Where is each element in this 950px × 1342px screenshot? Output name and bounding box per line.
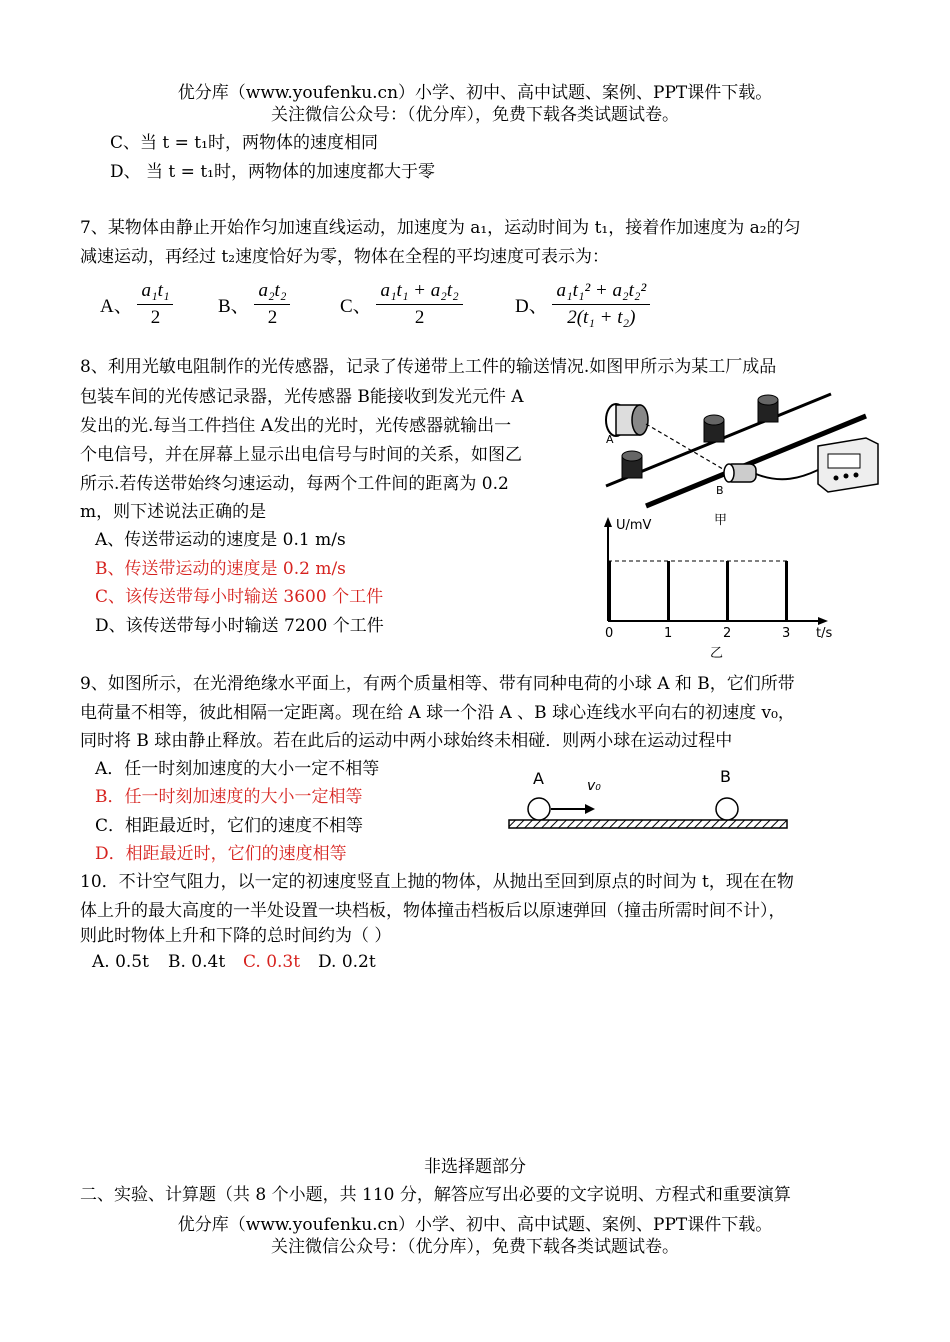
ball-a [528,798,550,820]
header-line-2: 关注微信公众号：（优分库），免费下载各类试题试卷。 [271,105,679,125]
q8-option-c: C、该传送带每小时输送 3600 个工件 [95,587,384,607]
q10-option-a: A. 0.5t [92,952,149,972]
fig-yi-tick-1: 1 [664,626,673,641]
q7-option-d-numerator: a₁t₁² + a₂t₂² [552,280,650,305]
q8-line-3: 发出的光.每当工件挡住 A发出的光时，光传感器就输出一 [80,416,512,436]
q7-line-1: 7、某物体由静止开始作匀加速直线运动，加速度为 a₁，运动时间为 t₁，接着作加速度为 a₂的匀 [80,218,801,238]
pulse-3 [785,561,788,621]
q8-line-5: 所示.若传送带始终匀速运动，每两个工件间的距离为 0.2 [80,474,509,494]
workpiece-2 [758,395,778,422]
q10-line-2: 体上升的最大高度的一半处设置一块档板，物体撞击档板后以原速弹回（撞击所需时间不计）， [80,901,786,921]
q7-option-a-label: A、 [100,296,133,317]
ball-b [716,798,738,820]
footer-line-2: 关注微信公众号：（优分库），免费下载各类试题试卷。 [271,1237,679,1257]
pulse-0 [608,561,611,621]
workpiece-1 [704,415,724,442]
q8-line-6: m，则下述说法正确的是 [80,502,267,522]
fig-yi-tick-3: 3 [782,626,791,641]
q8-option-d: D、该传送带每小时输送 7200 个工件 [95,616,384,636]
q7-option-a-fraction [137,280,173,329]
fig-yi-y-label: U/mV [616,518,652,533]
ground-surface [509,820,787,828]
q8-line-1: 8、利用光敏电阻制作的光传感器，记录了传递带上工件的输送情况.如图甲所示为某工厂成品 [80,357,777,377]
q7-option-a-numerator: a₁t₁ [137,280,173,305]
section2-title: 非选择题部分 [424,1157,526,1177]
fig-yi-x-label: t/s [816,626,833,641]
q7-option-b-label: B、 [218,296,250,317]
q7-option-c-denominator: 2 [414,307,425,328]
q9-option-a: A．任一时刻加速度的大小一定不相等 [95,759,380,779]
prev-option-c: C、当 t = t₁时，两物体的速度相同 [110,133,378,153]
q9-figure [505,762,795,836]
fig-yi-caption: 乙 [710,646,724,661]
header-line-1: 优分库（www.youfenku.cn）小学、初中、高中试题、案例、PPT课件下载。 [177,83,773,103]
q7-option-c-label: C、 [340,296,372,317]
q10-option-d: D. 0.2t [318,952,376,972]
q7-option-b-numerator: a₂t₂ [254,280,290,305]
q7-line-2: 减速运动，再经过 t₂速度恰好为零，物体在全程的平均速度可表示为： [80,247,610,267]
sensor-cable [756,470,818,479]
q7-option-a-denominator: 2 [150,307,161,328]
velocity-arrow-head [585,804,595,814]
q7-option-d-fraction [552,280,650,329]
q9-line-2: 电荷量不相等，彼此相隔一定距离。现在给 A 球一个沿 A 、B 球心连线水平向右的初速度 v₀， [80,703,795,723]
pulse-1 [667,561,670,621]
display-recorder [818,438,878,492]
q8-option-b: B、传送带运动的速度是 0.2 m/s [95,559,346,579]
q8-figure-yi [596,515,866,665]
q10-option-c: C. 0.3t [243,952,301,972]
q9-line-1: 9、如图所示，在光滑绝缘水平面上，有两个质量相等、带有同种电荷的小球 A 和 B，它们所带 [80,674,795,694]
q8-option-a: A、传送带运动的速度是 0.1 m/s [95,530,346,550]
q9-line-3: 同时将 B 球由静止释放。若在此后的运动中两小球始终未相碰．则两小球在运动过程中 [80,731,733,751]
q7-option-d [515,280,650,329]
q7-option-c-numerator: a₁t₁ + a₂t₂ [376,280,462,305]
q7-option-a [100,280,173,329]
q10-line-3: 则此时物体上升和下降的总时间约为（ ） [80,926,392,946]
q9-option-d: D．相距最近时，它们的速度相等 [95,844,347,864]
sensor-b [724,464,756,482]
y-axis-arrow [604,517,612,527]
q9-fig-label-v0: v₀ [587,778,601,794]
emitter-a [606,404,648,436]
section2-intro: 二、实验、计算题（共 8 个小题，共 110 分，解答应写出必要的文字说明、方程式和重要演算 [80,1185,791,1205]
q9-option-b: B．任一时刻加速度的大小一定相等 [95,787,363,807]
q7-option-b-fraction [254,280,290,329]
q7-option-c-fraction [376,280,462,329]
q8-figure-jia [596,388,896,528]
fig-yi-tick-2: 2 [723,626,732,641]
q7-option-b-denominator: 2 [267,307,278,328]
footer-line-1: 优分库（www.youfenku.cn）小学、初中、高中试题、案例、PPT课件下载。 [177,1215,773,1235]
q9-fig-label-a: A [533,769,544,788]
fig-jia-caption: 甲 [714,513,728,528]
pulse-2 [726,561,729,621]
workpiece-3 [622,451,642,478]
fig-jia-label-a: A [606,433,614,446]
q10-option-b: B. 0.4t [168,952,226,972]
q9-option-c: C．相距最近时，它们的速度不相等 [95,816,364,836]
q8-line-2: 包装车间的光传感记录器，光传感器 B能接收到发光元件 A [80,387,524,407]
prev-option-d: D、 当 t = t₁时，两物体的加速度都大于零 [110,162,435,182]
q7-option-b [218,280,290,329]
x-axis-arrow [818,617,828,625]
q7-option-d-denominator: 2(t₁ + t₂) [567,307,636,328]
q10-line-1: 10．不计空气阻力，以一定的初速度竖直上抛的物体，从抛出至回到原点的时间为 t，现在在物 [80,872,794,892]
q8-line-4: 个电信号，并在屏幕上显示出电信号与时间的关系，如图乙 [80,445,522,465]
fig-jia-label-b: B [716,484,724,497]
fig-yi-tick-0: 0 [605,626,614,641]
q9-fig-label-b: B [720,767,731,786]
q7-option-c [340,280,463,329]
q7-option-d-label: D、 [515,296,548,317]
